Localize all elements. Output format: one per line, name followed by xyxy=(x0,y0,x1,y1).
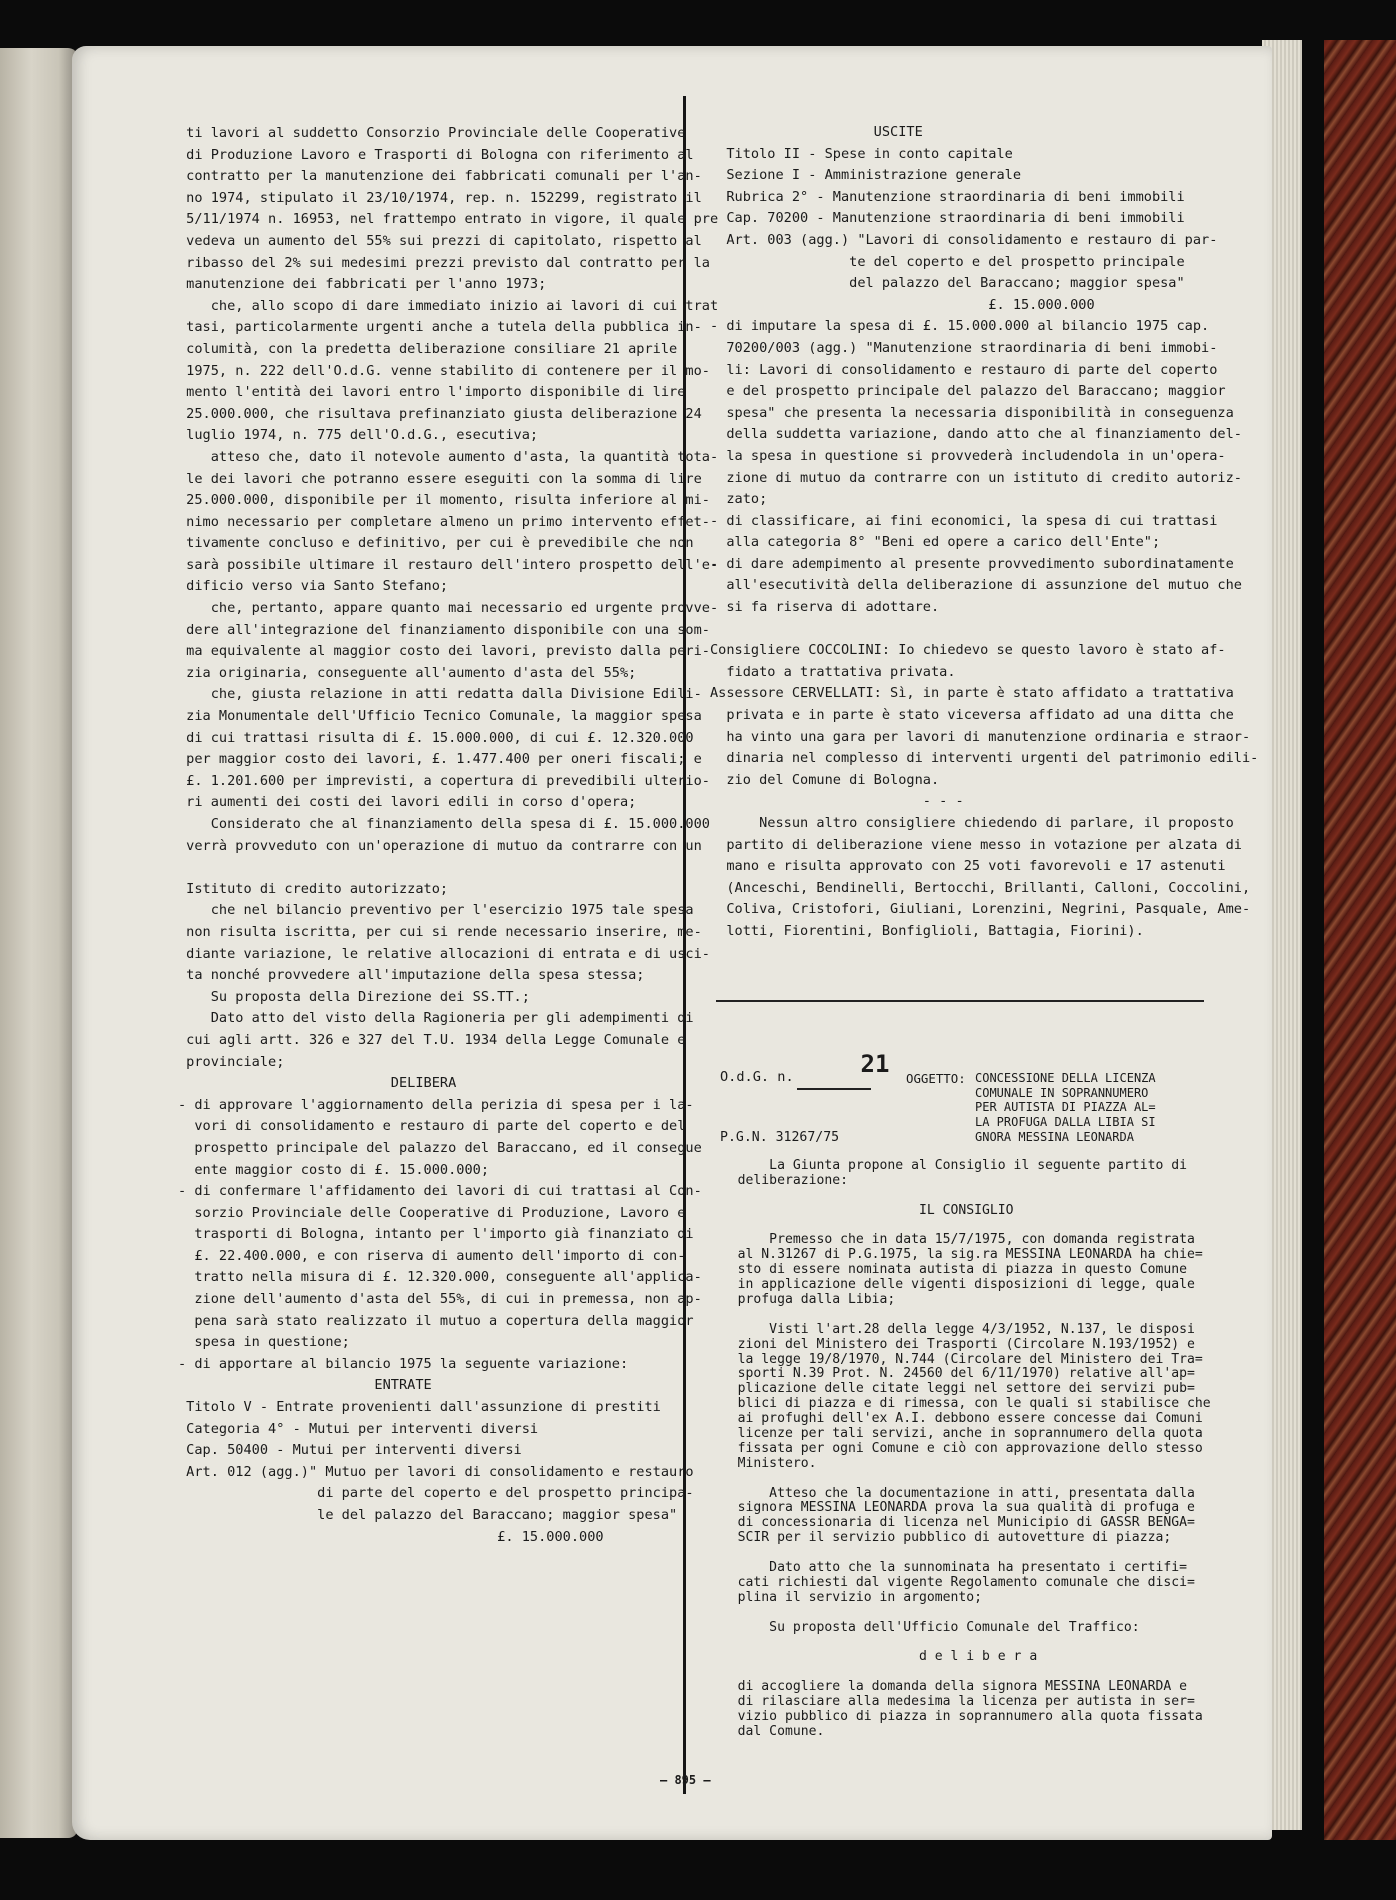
text-line: all'esecutività della deliberazione di assunzione del mutuo che xyxy=(710,577,1242,594)
text-line: dinaria nel complesso di interventi urgenti del patrimonio edili- xyxy=(710,750,1259,767)
text-line: sarà possibile ultimare il restauro dell'intero prospetto dell'e- xyxy=(178,556,719,573)
text-line: ti lavori al suddetto Consorzio Provinciale delle Cooperative xyxy=(178,125,686,141)
text-line: di cui trattasi risulta di £. 15.000.000, di cui £. 12.320.000 xyxy=(178,729,694,746)
text-line: blici di piazza e di rimessa, con le quali si stabilisce che xyxy=(714,1396,1211,1412)
text-line: cui agli artt. 326 e 327 del T.U. 1934 della Legge Comunale e xyxy=(178,1031,686,1048)
text-line: la legge 19/8/1970, N.744 (Circolare del Ministero dei Tra= xyxy=(714,1351,1203,1367)
text-line: Su proposta della Direzione dei SS.TT.; xyxy=(178,988,530,1005)
resolution-21-text xyxy=(714,1159,1211,1740)
text-line: - di confermare l'affidamento dei lavori di cui trattasi al Con- xyxy=(178,1183,702,1200)
text-line: SCIR per il servizio pubblico di autovetture di piazza; xyxy=(714,1530,1172,1546)
text-line: zia Monumentale dell'Ufficio Tecnico Comunale, la maggior spesa xyxy=(178,708,702,725)
text-line xyxy=(710,619,1258,641)
text-line: Ministero. xyxy=(714,1455,817,1471)
text-line: le del palazzo del Baraccano; maggior spesa" xyxy=(178,1507,678,1523)
text-line: Art. 012 (agg.)" Mutuo per lavori di consolidamento e restauro xyxy=(178,1463,694,1480)
text-line: sto di essere nominata autista di piazza in questo Comune xyxy=(714,1262,1187,1278)
text-line: deliberazione: xyxy=(714,1172,849,1188)
text-line: USCITE xyxy=(710,124,923,140)
right-column xyxy=(710,122,1258,943)
page-number: – 895 – xyxy=(660,1773,711,1787)
text-line: vori di consolidamento e restauro di parte del coperto e del xyxy=(178,1118,686,1135)
text-line: privata e in parte è stato viceversa affidato ad una ditta che xyxy=(710,707,1234,724)
text-line: 5/11/1974 n. 16953, nel frattempo entrato in vigore, il quale pre xyxy=(178,211,719,228)
text-line xyxy=(714,1665,1211,1680)
text-line: sporti N.39 Prot. N. 24560 del 6/11/1970) relative all'ap= xyxy=(714,1366,1195,1382)
text-line: columità, con la predetta deliberazione consiliare 21 aprile xyxy=(178,340,678,357)
text-line: di accogliere la domanda della signora MESSINA LEONARDA e xyxy=(714,1679,1187,1695)
text-line: Istituto di credito autorizzato; xyxy=(178,880,449,897)
left-column xyxy=(178,123,718,1548)
text-line: 1975, n. 222 dell'O.d.G. venne stabilito di contenere per il mo- xyxy=(178,362,710,379)
text-line: £. 15.000.000 xyxy=(178,1528,604,1545)
text-line: tasi, particolarmente urgenti anche a tutela della pubblica in- xyxy=(178,319,702,336)
text-line: (Anceschi, Bendinelli, Bertocchi, Brillanti, Calloni, Coccolini, xyxy=(710,879,1251,896)
text-line xyxy=(714,1636,1211,1651)
text-line: fissata per ogni Comune e ciò con approvazione dello stesso xyxy=(714,1440,1203,1456)
text-line xyxy=(714,1308,1211,1323)
text-line: di Produzione Lavoro e Trasporti di Bologna con riferimento al xyxy=(178,146,694,163)
text-line: nimo necessario per completare almeno un primo intervento effet- xyxy=(178,513,710,530)
text-line: Consigliere COCCOLINI: Io chiedevo se questo lavoro è stato af- xyxy=(710,642,1226,659)
text-line: sorzio Provinciale delle Cooperative di Produzione, Lavoro e xyxy=(178,1204,686,1221)
text-line: pena sarà stato realizzato il mutuo a copertura della maggior xyxy=(178,1312,694,1329)
text-line: che, pertanto, appare quanto mai necessario ed urgente provve- xyxy=(178,600,719,617)
text-line: dificio verso via Santo Stefano; xyxy=(178,578,449,595)
oggetto-text: CONCESSIONE DELLA LICENZA COMUNALE IN SOPRANNUMERO PER AUTISTA DI PIAZZA AL= LA PROFUGA DALLA LIBIA SI GNORA MESSINA LEONARDA xyxy=(975,1071,1156,1144)
text-line: - - - xyxy=(710,793,964,810)
text-line: Nessun altro consigliere chiedendo di parlare, il proposto xyxy=(710,815,1234,831)
text-line: per maggior costo dei lavori, £. 1.477.400 per oneri fiscali; e xyxy=(178,751,702,768)
text-line: prospetto principale del palazzo del Baraccano, ed il consegue xyxy=(178,1139,702,1156)
text-line: manutenzione dei fabbricati per l'anno 1973; xyxy=(178,276,547,293)
text-line: signora MESSINA LEONARDA prova la sua qualità di profuga e xyxy=(714,1500,1195,1516)
text-line: ma equivalente al maggior costo dei lavori, previsto dalla peri- xyxy=(178,643,710,660)
text-line: la spesa in questione si provvederà includendola in un'opera- xyxy=(710,447,1226,464)
text-line: Atteso che la documentazione in atti, presentata dalla xyxy=(714,1485,1195,1501)
text-line xyxy=(714,1189,1211,1204)
odg-number: 21 xyxy=(860,1050,890,1078)
text-line: - di dare adempimento al presente provvedimento subordinatamente xyxy=(710,555,1234,572)
text-line: £. 1.201.600 per imprevisti, a copertura di prevedibili ulterio- xyxy=(178,772,710,789)
text-line: Titolo V - Entrate provenienti dall'assunzione di prestiti xyxy=(178,1399,661,1416)
text-line: li: Lavori di consolidamento e restauro di parte del coperto xyxy=(710,361,1218,378)
pgn-reference: P.G.N. 31267/75 xyxy=(720,1130,840,1145)
text-line: in applicazione delle vigenti disposizioni di legge, quale xyxy=(714,1277,1195,1293)
text-line: alla categoria 8° "Beni ed opere a carico dell'Ente"; xyxy=(710,534,1161,551)
text-line: £. 15.000.000 xyxy=(710,296,1095,313)
text-line: che nel bilancio preventivo per l'esercizio 1975 tale spesa xyxy=(178,902,694,919)
odg-label: O.d.G. n. xyxy=(720,1069,794,1085)
text-line: lotti, Fiorentini, Bonfiglioli, Battagia, Fiorini). xyxy=(710,922,1144,939)
text-line: te del coperto e del prospetto principale xyxy=(710,253,1185,270)
text-line: Cap. 70200 - Manutenzione straordinaria di beni immobili xyxy=(710,210,1185,227)
text-line: Coliva, Cristofori, Giuliani, Lorenzini, Negrini, Pasquale, Ame- xyxy=(710,901,1251,918)
text-line: del palazzo del Baraccano; maggior spesa" xyxy=(710,275,1185,292)
text-line: tratto nella misura di £. 12.320.000, conseguente all'applica- xyxy=(178,1269,702,1286)
text-line: trasporti di Bologna, intanto per l'importo già finanziato di xyxy=(178,1226,694,1243)
book-spine-left xyxy=(0,48,78,1838)
text-line: si fa riserva di adottare. xyxy=(710,599,940,616)
text-line: Su proposta dell'Ufficio Comunale del Traffico: xyxy=(714,1619,1140,1635)
text-line: mento l'entità dei lavori entro l'importo disponibile di lire xyxy=(178,384,686,401)
text-line xyxy=(714,1472,1211,1487)
text-line: cati richiesti dal vigente Regolamento comunale che disci= xyxy=(714,1574,1195,1590)
text-line: zioni del Ministero dei Trasporti (Circolare N.193/1952) e xyxy=(714,1336,1195,1352)
text-line: di concessionaria di licenza nel Municipio di GASSR BENGA= xyxy=(714,1515,1195,1531)
text-line: Cap. 50400 - Mutui per interventi diversi xyxy=(178,1442,522,1459)
text-line: 25.000.000, disponibile per il momento, risulta inferiore al mi- xyxy=(178,492,710,509)
text-line: Assessore CERVELLATI: Sì, in parte è stato affidato a trattativa xyxy=(710,685,1234,702)
text-line: le dei lavori che potranno essere eseguiti con la somma di lire xyxy=(178,470,702,487)
text-line: dal Comune. xyxy=(714,1723,825,1739)
text-line: non risulta iscritta, per cui si rende necessario inserire, me- xyxy=(178,923,702,940)
text-line: che, giusta relazione in atti redatta dalla Divisione Edili- xyxy=(178,686,702,703)
oggetto-label: OGGETTO: xyxy=(906,1071,966,1086)
text-line: e del prospetto principale del palazzo del Baraccano; maggior xyxy=(710,383,1226,400)
text-line: zato; xyxy=(710,491,768,508)
text-line: provinciale; xyxy=(178,1053,285,1070)
text-line: della suddetta variazione, dando atto che al finanziamento del- xyxy=(710,426,1242,443)
text-line: mano e risulta approvato con 25 voti favorevoli e 17 astenuti xyxy=(710,858,1226,875)
text-line xyxy=(714,1219,1211,1234)
text-line: ribasso del 2% sui medesimi prezzi previsto dal contratto per la xyxy=(178,254,710,271)
text-line: spesa" che presenta la necessaria disponibilità in conseguenza xyxy=(710,404,1234,421)
text-line: vizio pubblico di piazza in soprannumero alla quota fissata xyxy=(714,1708,1203,1724)
text-line: vedeva un aumento del 55% sui prezzi di capitolato, rispetto al xyxy=(178,232,702,249)
text-line: atteso che, dato il notevole aumento d'asta, la quantità tota- xyxy=(178,448,719,465)
text-line: Sezione I - Amministrazione generale xyxy=(710,167,1021,184)
text-line: contratto per la manutenzione dei fabbricati comunali per l'an- xyxy=(178,168,702,185)
text-line: - di imputare la spesa di £. 15.000.000 al bilancio 1975 cap. xyxy=(710,318,1210,335)
text-line: no 1974, stipulato il 23/10/1974, rep. n. 152299, registrato il xyxy=(178,189,702,206)
text-line: profuga dalla Libia; xyxy=(714,1292,896,1308)
text-line: - di approvare l'aggiornamento della perizia di spesa per i la- xyxy=(178,1096,694,1113)
section-separator xyxy=(716,1000,1204,1002)
text-line: verrà provveduto con un'operazione di mutuo da contrarre con un xyxy=(178,837,702,854)
text-line: - di classificare, ai fini economici, la spesa di cui trattasi xyxy=(710,512,1218,529)
text-line: Categoria 4° - Mutui per interventi diversi xyxy=(178,1420,539,1437)
text-line: Art. 003 (agg.) "Lavori di consolidamento e restauro di par- xyxy=(710,231,1218,248)
marbled-cover xyxy=(1324,40,1396,1840)
text-line: IL CONSIGLIO xyxy=(714,1202,1014,1218)
text-line: diante variazione, le relative allocazioni di entrata e di usci- xyxy=(178,945,710,962)
text-line: licenze per tali servizi, anche in soprannumero della quota xyxy=(714,1426,1203,1442)
text-line: - di apportare al bilancio 1975 la seguente variazione: xyxy=(178,1355,629,1372)
text-line: 25.000.000, che risultava prefinanziato giusta deliberazione 24 xyxy=(178,405,702,422)
text-line: dere all'integrazione del finanziamento disponibile con una som- xyxy=(178,621,710,638)
text-line: £. 22.400.000, e con riserva di aumento dell'importo di con- xyxy=(178,1247,686,1264)
text-line: ri aumenti dei costi dei lavori edili in corso d'opera; xyxy=(178,794,637,811)
text-line: Premesso che in data 15/7/1975, con domanda registrata xyxy=(714,1232,1195,1248)
text-line: plicazione delle citate leggi nel settore dei servizi pub= xyxy=(714,1381,1195,1397)
text-line: d e l i b e r a xyxy=(714,1649,1038,1665)
text-line: di rilasciare alla medesima la licenza per autista in ser= xyxy=(714,1694,1195,1710)
text-line: 70200/003 (agg.) "Manutenzione straordinaria di beni immobi- xyxy=(710,339,1218,356)
text-line: luglio 1974, n. 775 dell'O.d.G., esecutiva; xyxy=(178,427,539,444)
text-line: Titolo II - Spese in conto capitale xyxy=(710,145,1013,162)
text-line: zione di mutuo da contrarre con un istituto di credito autoriz- xyxy=(710,469,1242,486)
text-line: zia originaria, conseguente all'aumento d'asta del 55%; xyxy=(178,664,637,681)
text-line: partito di deliberazione viene messo in votazione per alzata di xyxy=(710,836,1242,853)
text-line: Rubrica 2° - Manutenzione straordinaria di beni immobili xyxy=(710,188,1185,205)
text-line: Visti l'art.28 della legge 4/3/1952, N.137, le disposi xyxy=(714,1321,1195,1337)
text-line: ha vinto una gara per lavori di manutenzione ordinaria e straor- xyxy=(710,728,1251,745)
text-line: zio del Comune di Bologna. xyxy=(710,771,940,788)
text-line: ta nonché provvedere all'imputazione della spesa stessa; xyxy=(178,967,645,984)
text-line: al N.31267 di P.G.1975, la sig.ra MESSINA LEONARDA ha chie= xyxy=(714,1247,1203,1263)
text-line: ENTRATE xyxy=(178,1377,432,1394)
odg-number-underline xyxy=(797,1088,871,1090)
text-line: di parte del coperto e del prospetto principa- xyxy=(178,1485,694,1502)
text-line xyxy=(178,857,718,879)
text-line: La Giunta propone al Consiglio il seguente partito di xyxy=(714,1158,1187,1173)
text-line: ente maggior costo di £. 15.000.000; xyxy=(178,1161,489,1178)
text-line: Dato atto del visto della Ragioneria per gli adempimenti di xyxy=(178,1010,694,1027)
text-line: tivamente concluso e definitivo, per cui è prevedibile che non xyxy=(178,535,694,552)
text-line: fidato a trattativa privata. xyxy=(710,663,956,680)
text-line xyxy=(714,1606,1211,1621)
text-line: plina il servizio in argomento; xyxy=(714,1589,983,1605)
text-line: ai profughi dell'ex A.I. debbono essere concesse dai Comuni xyxy=(714,1411,1203,1427)
text-line: spesa in questione; xyxy=(178,1334,350,1351)
text-line: che, allo scopo di dare immediato inizio ai lavori di cui trat xyxy=(178,297,719,314)
text-line: DELIBERA xyxy=(178,1075,457,1092)
text-line: Considerato che al finanziamento della spesa di £. 15.000.000 xyxy=(178,816,710,832)
text-line: zione dell'aumento d'asta del 55%, di cui in premessa, non ap- xyxy=(178,1291,702,1308)
text-line: Dato atto che la sunnominata ha presentato i certifi= xyxy=(714,1560,1187,1576)
text-line xyxy=(714,1546,1211,1561)
